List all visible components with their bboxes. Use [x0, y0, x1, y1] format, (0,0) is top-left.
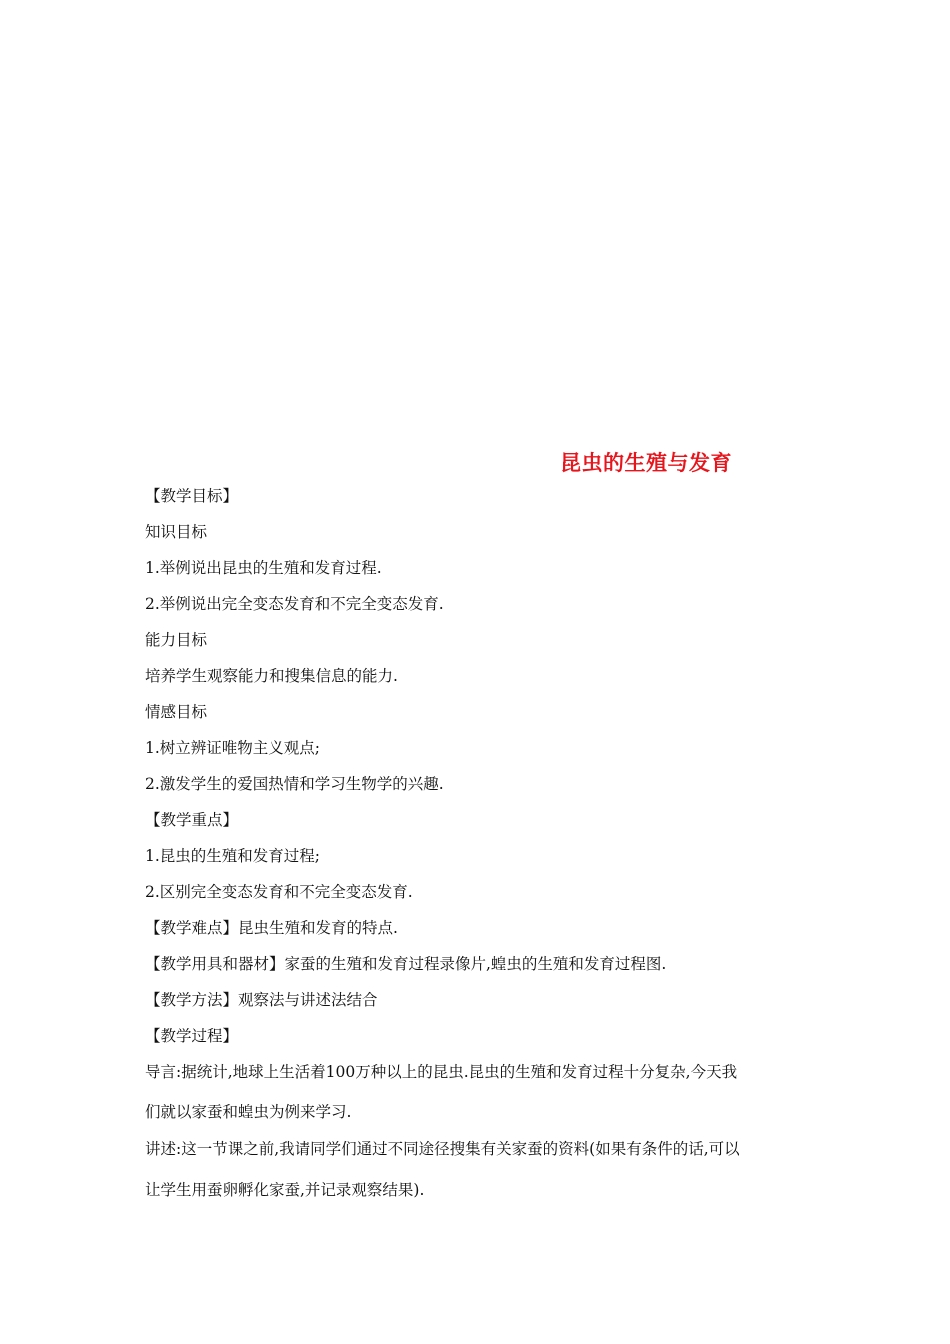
section-heading-teaching-process: 【教学过程】 [145, 1027, 239, 1045]
teaching-materials: 【教学用具和器材】家蚕的生殖和发育过程录像片,蝗虫的生殖和发育过程图. [145, 955, 667, 973]
subheading-knowledge-goals: 知识目标 [145, 523, 208, 541]
key-point-item: 2.区别完全变态发育和不完全变态发育. [145, 883, 413, 901]
lecture-paragraph-line: 让学生用蚕卵孵化家蚕,并记录观察结果). [145, 1181, 425, 1199]
section-heading-teaching-goals: 【教学目标】 [145, 487, 239, 505]
ability-goal-text: 培养学生观察能力和搜集信息的能力. [145, 667, 398, 685]
key-point-item: 1.昆虫的生殖和发育过程; [145, 847, 321, 865]
knowledge-goal-item: 2.举例说出完全变态发育和不完全变态发育. [145, 595, 444, 613]
lecture-paragraph-line: 讲述:这一节课之前,我请同学们通过不同途径搜集有关家蚕的资料(如果有条件的话,可以 [145, 1140, 740, 1158]
emotion-goal-item: 2.激发学生的爱国热情和学习生物学的兴趣. [145, 775, 444, 793]
knowledge-goal-item: 1.举例说出昆虫的生殖和发育过程. [145, 559, 382, 577]
subheading-ability-goals: 能力目标 [145, 631, 208, 649]
teaching-method: 【教学方法】观察法与讲述法结合 [145, 991, 378, 1009]
emotion-goal-item: 1.树立辨证唯物主义观点; [145, 739, 321, 757]
section-heading-key-points: 【教学重点】 [145, 811, 239, 829]
introduction-paragraph-line: 导言:据统计,地球上生活着100万种以上的昆虫.昆虫的生殖和发育过程十分复杂,今天我 [145, 1063, 738, 1081]
introduction-paragraph-line: 们就以家蚕和蝗虫为例来学习. [145, 1103, 352, 1121]
page-title: 昆虫的生殖与发育 [560, 451, 732, 475]
difficult-points: 【教学难点】昆虫生殖和发育的特点. [145, 919, 398, 937]
subheading-emotion-goals: 情感目标 [145, 703, 208, 721]
